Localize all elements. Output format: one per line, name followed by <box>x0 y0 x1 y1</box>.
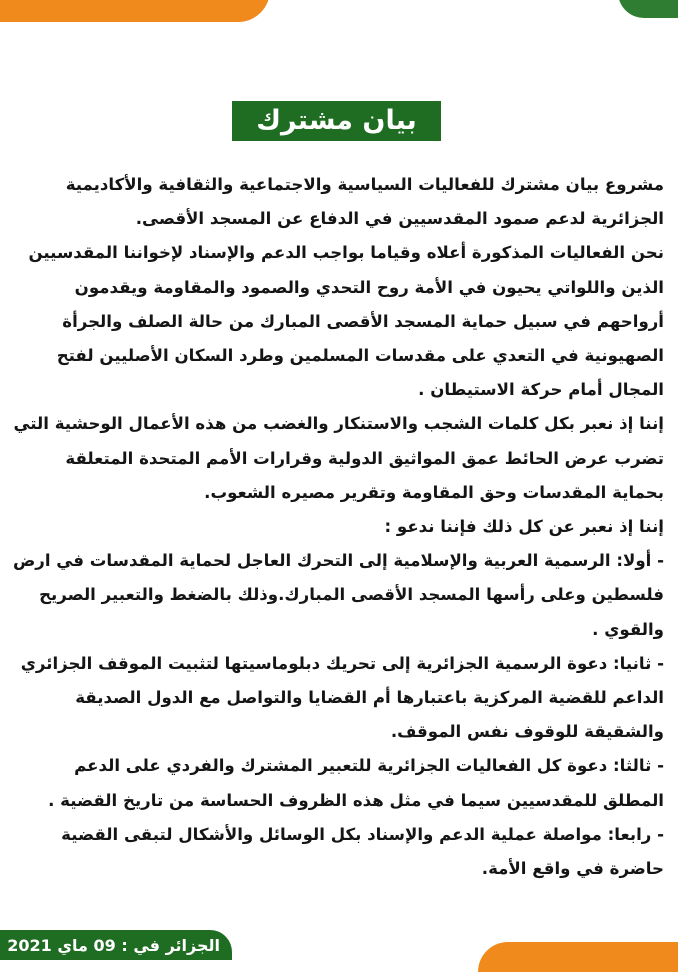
paragraph-condemnation: إننا إذ نعبر بكل كلمات الشجب والاستنكار والغضب من هذه الأعمال الوحشية التي تضرب عرض الحائط عمق المواثيق الدولية وقرارات الأمم المتحدة المتعلقة بحماية المقدسات وحق المقاومة وتقرير مصيره الشعوب. <box>13 414 664 502</box>
paragraph-support: نحن الفعاليات المذكورة أعلاه وقياما بواجب الدعم والإسناد لإخواننا المقدسيين الذين واللواتي يحيون في الأمة روح التحدي والصمود والمقاومة ويقدمون أرواحهم في سبيل حماية المسجد الأقصى المبارك من حالة الصلف والجرأة الصهيونية في التعدي على مقدسات المسلمين وطرد السكان الأصليين لفتح المجال أمام حركة الاستيطان . <box>28 243 664 400</box>
date-text: الجزائر في : 09 ماي 2021 <box>7 935 220 955</box>
paragraph-point-1: - أولا: الرسمية العربية والإسلامية إلى التحرك العاجل لحماية المقدسات في ارض فلسطين وعلى رأسها المسجد الأقصى المبارك.وذلك بالضغط والتعبير الصريح والقوي . <box>12 551 664 639</box>
paragraph-point-3: - ثالثا: دعوة كل الفعاليات الجزائرية للتعبير المشترك والفردي على الدعم المطلق للمقدسيين سيما في مثل هذه الظروف الحساسة من تاريخ القضية . <box>48 756 664 810</box>
top-left-orange-decoration <box>0 0 270 22</box>
bottom-right-orange-decoration <box>478 942 678 972</box>
date-banner <box>0 930 232 960</box>
paragraph-call-intro: إننا إذ نعبر عن كل ذلك فإننا ندعو : <box>384 517 664 537</box>
paragraph-point-2: - ثانيا: دعوة الرسمية الجزائرية إلى تحريك دبلوماسيتها لتثبيت الموقف الجزائري الداعم للقضية المركزية باعتبارها أم القضايا والتواصل مع الدول الصديقة والشقيقة للوقوف نفس الموقف. <box>20 653 664 742</box>
paragraph-intro: مشروع بيان مشترك للفعاليات السياسية والاجتماعية والثقافية والأكاديمية الجزائرية لدعم صمود المقدسيين في الدفاع عن المسجد الأقصى. <box>65 175 664 229</box>
top-right-green-decoration <box>618 0 678 18</box>
statement-body <box>12 168 664 886</box>
title-banner <box>232 101 441 141</box>
page-title: بيان مشترك <box>256 105 417 136</box>
paragraph-point-4: - رابعا: مواصلة عملية الدعم والإسناد بكل الوسائل والأشكال لتبقى القضية حاضرة في واقع الأمة. <box>61 824 664 879</box>
